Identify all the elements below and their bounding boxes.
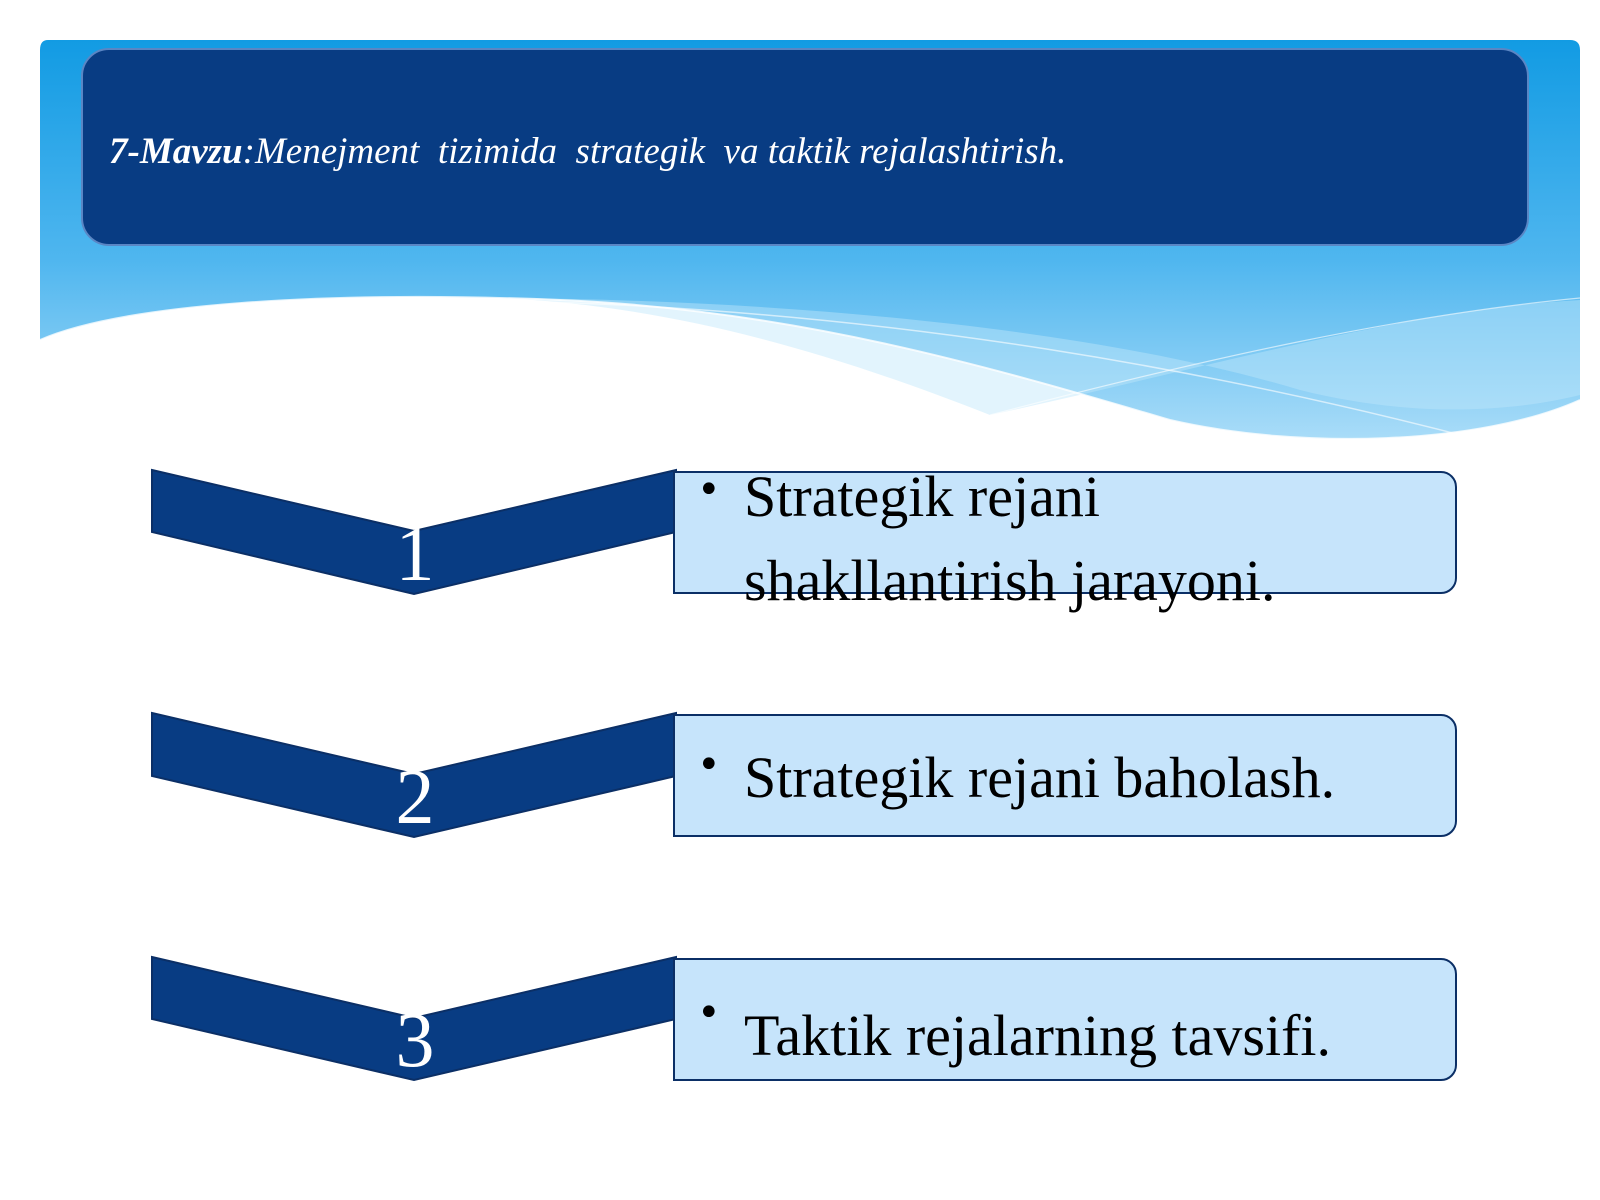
item-text-2 — [744, 736, 1335, 820]
title-prefix: 7-Mavzu — [109, 131, 243, 172]
step-number-2: 2 — [395, 753, 435, 840]
bullet-icon: • — [697, 990, 721, 1036]
item-box-2 — [673, 714, 1457, 837]
item-text-3 — [744, 994, 1331, 1078]
item-2-line-1: Strategik rejani baholash. — [744, 745, 1336, 810]
item-1-line-1: Strategik rejani — [744, 464, 1100, 529]
item-1-line-2: shakllantirish jarayoni. — [744, 548, 1276, 613]
item-3-line-1: Taktik rejalarning tavsifi. — [744, 1003, 1332, 1068]
item-text-1 — [744, 455, 1276, 623]
item-box-1 — [673, 464, 1457, 613]
item-box-3 — [673, 958, 1457, 1081]
title-text: :Menejment tizimida strategik va taktik rejalashtirish. — [242, 131, 1067, 172]
bullet-icon: • — [697, 742, 721, 788]
step-number-1: 1 — [395, 510, 435, 597]
step-number-3: 3 — [395, 996, 435, 1083]
bullet-icon: • — [697, 467, 721, 513]
